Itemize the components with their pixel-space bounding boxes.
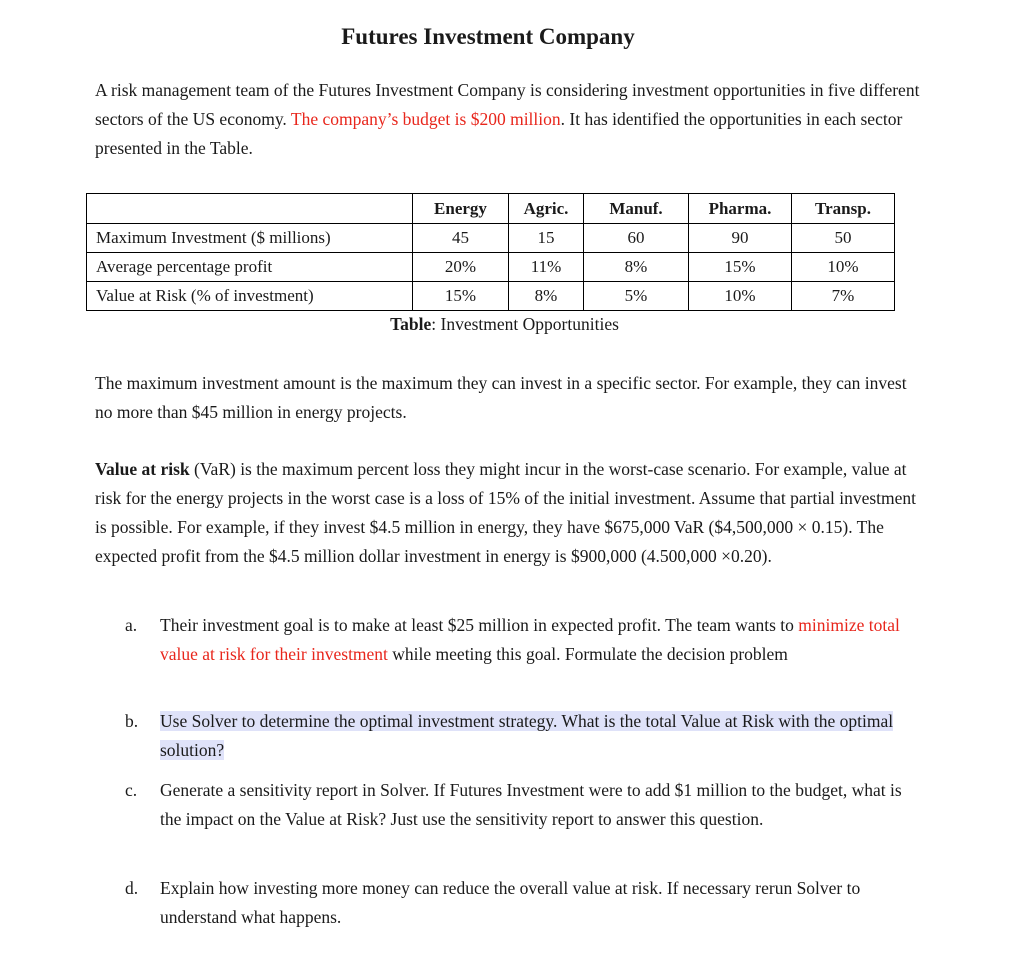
question-a-part2: while meeting this goal. Formulate the decision problem xyxy=(387,644,788,664)
table-cell: 10% xyxy=(792,253,895,282)
question-b-text xyxy=(160,707,920,765)
table-header-cell: Pharma. xyxy=(689,194,792,224)
question-marker: d. xyxy=(125,878,139,898)
investment-table xyxy=(86,193,895,311)
table-cell: 11% xyxy=(509,253,584,282)
caption-label: Table xyxy=(390,314,432,334)
question-a-part1: Their investment goal is to make at least $25 million in expected profit. The team wants to xyxy=(160,615,799,635)
question-a-text xyxy=(160,611,920,669)
question-marker: a. xyxy=(125,615,138,635)
table-caption xyxy=(0,314,1009,335)
table-cell: 50 xyxy=(792,224,895,253)
table-header-cell: Transp. xyxy=(792,194,895,224)
table-row xyxy=(87,224,895,253)
var-text: (VaR) is the maximum percent loss they might incur in the worst-case scenario. For example, value at risk for the energy projects in the worst case is a loss of 15% of the initial investment. Assume that partial investment is possible. For example, if they invest $4.5 million in energy, they have $675,000 VaR ($4,500,000 × 0.15). The expected profit from the $4.5 million dollar investment in energy is $900,000 (4.500,000 ×0.20). xyxy=(95,459,917,566)
table-cell: 15 xyxy=(509,224,584,253)
table-header-cell: Energy xyxy=(413,194,509,224)
table-header-row xyxy=(87,194,895,224)
table-cell: 15% xyxy=(413,282,509,311)
max-investment-paragraph: The maximum investment amount is the maximum they can invest in a specific sector. For example, they can invest no more than $45 million in energy projects. xyxy=(95,373,907,422)
row-label: Maximum Investment ($ millions) xyxy=(87,224,413,253)
table-cell: 60 xyxy=(584,224,689,253)
row-label: Average percentage profit xyxy=(87,253,413,282)
table-cell: 5% xyxy=(584,282,689,311)
caption-text: : Investment Opportunities xyxy=(431,314,619,334)
table-cell: 7% xyxy=(792,282,895,311)
var-paragraph xyxy=(95,455,925,571)
table-header-cell: Manuf. xyxy=(584,194,689,224)
page-title: Futures Investment Company xyxy=(341,24,635,49)
table-cell: 10% xyxy=(689,282,792,311)
table-cell: 90 xyxy=(689,224,792,253)
table-row xyxy=(87,253,895,282)
question-c-text: Generate a sensitivity report in Solver. If Futures Investment were to add $1 million to the budget, what is the impact on the Value at Risk? Just use the sensitivity report to answer this question. xyxy=(160,780,902,829)
table-header-blank xyxy=(87,194,413,224)
table-cell: 8% xyxy=(584,253,689,282)
table-row xyxy=(87,282,895,311)
table-cell: 20% xyxy=(413,253,509,282)
table-header-cell: Agric. xyxy=(509,194,584,224)
intro-text-2: . It has identified the opportunities in each sector presented in the Table. xyxy=(95,109,903,158)
question-b-selected-text: Use Solver to determine the optimal investment strategy. What is the total Value at Risk with the optimal solution? xyxy=(160,711,894,760)
budget-highlight: The company’s budget is $200 million xyxy=(290,109,561,129)
intro-text-1: A risk management team of the Futures Investment Company is considering investment opportunities in five different sectors of the US economy. xyxy=(95,80,920,129)
question-marker: b. xyxy=(125,711,139,731)
row-label: Value at Risk (% of investment) xyxy=(87,282,413,311)
intro-paragraph xyxy=(95,76,925,163)
question-d-text: Explain how investing more money can reduce the overall value at risk. If necessary rerun Solver to understand what happens. xyxy=(160,878,861,927)
table-cell: 45 xyxy=(413,224,509,253)
var-term: Value at risk xyxy=(95,459,190,479)
table-cell: 15% xyxy=(689,253,792,282)
table-cell: 8% xyxy=(509,282,584,311)
question-marker: c. xyxy=(125,780,138,800)
question-a-highlight: minimize total value at risk for their investment xyxy=(160,615,900,664)
